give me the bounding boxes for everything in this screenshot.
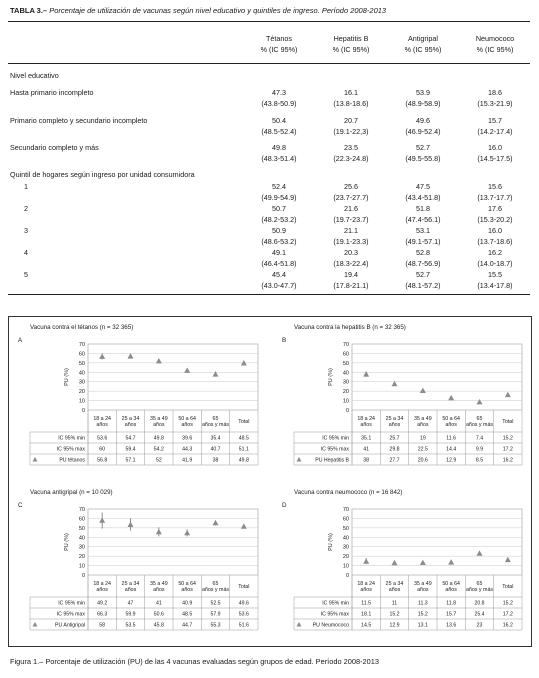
table-cell-ci: (49.5-55.8) xyxy=(405,154,441,163)
y-tick-label: 0 xyxy=(345,408,349,414)
row-label: PU tétanos xyxy=(59,457,85,464)
table-cell-ci: (43.0-47.7) xyxy=(261,281,297,290)
row-label: IC 95% max xyxy=(56,611,85,618)
table-value: 11.8 xyxy=(446,600,457,607)
table-value: 35.1 xyxy=(361,435,372,442)
legend-marker xyxy=(33,457,38,462)
row-label: 4 xyxy=(24,248,28,257)
table-value: 19 xyxy=(419,435,426,442)
table-value: 51.1 xyxy=(238,446,249,453)
table-value: 44.3 xyxy=(182,446,193,453)
table-value: 58 xyxy=(99,622,106,629)
chart-letter: C xyxy=(18,502,23,509)
y-tick-label: 30 xyxy=(78,379,85,386)
table-cell-value: 16.2 xyxy=(488,248,502,257)
table-cell-ci: (13.7-18.6) xyxy=(477,237,513,246)
table-value: 40.9 xyxy=(182,600,193,607)
table-value: 52.5 xyxy=(210,600,221,607)
y-tick-label: 50 xyxy=(78,360,85,367)
table-caption xyxy=(10,6,386,15)
table-cell-ci: (14.5-17.5) xyxy=(477,154,513,163)
table-cell-value: 52.7 xyxy=(416,270,430,279)
table-cell-value: 15.5 xyxy=(488,270,502,279)
y-tick-label: 40 xyxy=(342,370,349,377)
chart-panel-b xyxy=(280,322,530,482)
row-label: PU Antigripal xyxy=(55,622,85,629)
table-value: 49.8 xyxy=(153,435,164,442)
table-value: 20.8 xyxy=(474,600,485,607)
chart-panel-a xyxy=(16,322,266,482)
chart-letter: D xyxy=(282,502,287,509)
table-value: 50.6 xyxy=(153,611,164,618)
table-cell-value: 50.9 xyxy=(272,226,286,235)
table-value: 9.9 xyxy=(475,446,484,453)
y-tick-label: 0 xyxy=(81,408,85,414)
y-tick-label: 60 xyxy=(78,516,85,523)
table-value: 8.5 xyxy=(475,457,484,464)
y-tick-label: 70 xyxy=(342,507,349,513)
row-label: Primario completo y secundario incompleto xyxy=(10,116,148,125)
table-value: 18.1 xyxy=(361,611,372,618)
y-tick-label: 0 xyxy=(81,573,85,579)
table-value: 23 xyxy=(476,622,483,629)
column-header: Hepatitis B xyxy=(333,34,369,43)
y-tick-label: 10 xyxy=(78,398,85,405)
table-rule-top xyxy=(8,21,530,22)
table-value: 15.2 xyxy=(417,611,428,618)
column-subheader: % (IC 95%) xyxy=(332,45,370,54)
plot-area xyxy=(352,509,522,575)
table-cell-ci: (13.4-17.8) xyxy=(477,281,513,290)
x-tick-label: Total xyxy=(502,584,514,590)
y-tick-label: 60 xyxy=(342,351,349,358)
table-value: 14.4 xyxy=(446,446,457,453)
table-value: 49.2 xyxy=(97,600,108,607)
table-value: 49.6 xyxy=(238,600,249,607)
y-axis-label: PU (%) xyxy=(328,533,334,551)
table-value: 25.4 xyxy=(474,611,485,618)
table-cell-value: 20.3 xyxy=(344,248,358,257)
table-cell-ci: (48.3-51.4) xyxy=(261,154,297,163)
table-value: 51.6 xyxy=(238,622,249,629)
table-value: 59.4 xyxy=(125,446,136,453)
table-cell-value: 16.1 xyxy=(344,88,358,97)
y-tick-label: 30 xyxy=(342,379,349,386)
legend-marker xyxy=(297,622,302,627)
table-cell-ci: (13.7-17.7) xyxy=(477,193,513,202)
table-cell-ci: (48.9-58.9) xyxy=(405,99,441,108)
y-tick-label: 70 xyxy=(78,507,85,513)
y-tick-label: 30 xyxy=(342,544,349,551)
y-tick-label: 20 xyxy=(342,389,349,396)
table-value: 41 xyxy=(155,600,162,607)
table-cell-ci: (46.9-52.4) xyxy=(405,127,441,136)
row-label: IC 95% min xyxy=(58,600,85,607)
y-tick-label: 60 xyxy=(78,351,85,358)
table-value: 14.5 xyxy=(361,622,372,629)
y-tick-label: 50 xyxy=(78,525,85,532)
chart-title: Vacuna contra neumococo (n = 16 842) xyxy=(294,489,403,496)
column-header: Tétanos xyxy=(266,34,292,43)
table-cell-value: 16.0 xyxy=(488,226,502,235)
table-value: 59.9 xyxy=(125,611,136,618)
table-value: 53.6 xyxy=(238,611,249,618)
y-tick-label: 10 xyxy=(78,563,85,570)
row-label: IC 95% max xyxy=(320,611,349,618)
table-cell-ci: (19.1-23.3) xyxy=(333,237,369,246)
x-tick-label: 50 a 64 años xyxy=(178,415,197,429)
table-value: 15.7 xyxy=(446,611,457,618)
table-cell-value: 45.4 xyxy=(272,270,286,279)
plot-area xyxy=(88,344,258,410)
table-value: 27.7 xyxy=(389,457,400,464)
table-value: 44.7 xyxy=(182,622,193,629)
section-quintil: Quintil de hogares según ingreso por unidad consumidora xyxy=(10,170,195,179)
table-cell-ci: (18.3-22.4) xyxy=(333,259,369,268)
table-cell-value: 52.4 xyxy=(272,182,286,191)
table-value: 53.5 xyxy=(125,622,136,629)
legend-marker xyxy=(297,457,302,462)
table-value: 13.6 xyxy=(446,622,457,629)
x-tick-label: 25 a 34 años xyxy=(121,580,140,594)
x-tick-label: 18 a 24 años xyxy=(93,580,112,594)
table-cell-ci: (49.1-57.1) xyxy=(405,237,441,246)
column-header: Antigripal xyxy=(408,34,438,43)
chart-svg xyxy=(16,334,266,484)
chart-title: Vacuna contra el tétanos (n = 32 365) xyxy=(30,324,134,331)
table-value: 12.9 xyxy=(389,622,400,629)
row-label: PU Neumococo xyxy=(312,622,349,629)
table-value: 45.8 xyxy=(153,622,164,629)
plot-area xyxy=(88,509,258,575)
x-tick-label: 65 años y más xyxy=(465,580,494,594)
table-value: 22.5 xyxy=(417,446,428,453)
table-value: 47 xyxy=(127,600,134,607)
y-tick-label: 50 xyxy=(342,360,349,367)
table-cell-ci: (13.8-18.6) xyxy=(333,99,369,108)
y-axis-label: PU (%) xyxy=(64,533,70,551)
table-value: 11.3 xyxy=(417,600,428,607)
table-cell-ci: (17.8-21.1) xyxy=(333,281,369,290)
y-tick-label: 60 xyxy=(342,516,349,523)
table-value: 49.8 xyxy=(238,457,249,464)
table-cell-value: 49.6 xyxy=(416,116,430,125)
table-cell-ci: (19.7-23.7) xyxy=(333,215,369,224)
x-tick-label: 25 a 34 años xyxy=(385,580,404,594)
legend-marker xyxy=(33,622,38,627)
row-label: 5 xyxy=(24,270,28,279)
table-rule-header xyxy=(8,63,530,64)
table-value: 7.4 xyxy=(475,435,484,442)
table-cell-ci: (48.7-56.9) xyxy=(405,259,441,268)
table-value: 57.1 xyxy=(125,457,136,464)
table-value: 48.5 xyxy=(182,611,193,618)
plot-area xyxy=(352,344,522,410)
table-value: 38 xyxy=(212,457,219,464)
y-tick-label: 40 xyxy=(342,535,349,542)
table-value: 39.6 xyxy=(182,435,193,442)
table-value: 25.7 xyxy=(389,435,400,442)
column-header: Neumococo xyxy=(475,34,515,43)
chart-letter: A xyxy=(18,337,23,344)
table-cell-value: 52.7 xyxy=(416,143,430,152)
table-cell-value: 15.6 xyxy=(488,182,502,191)
table-cell-value: 52.8 xyxy=(416,248,430,257)
table-cell-ci: (43.8-50.9) xyxy=(261,99,297,108)
table-cell-ci: (48.1-57.2) xyxy=(405,281,441,290)
table-cell-value: 50.7 xyxy=(272,204,286,213)
table-value: 15.2 xyxy=(389,611,400,618)
y-tick-label: 10 xyxy=(342,398,349,405)
row-label: Hasta primario incompleto xyxy=(10,88,94,97)
table-value: 66.3 xyxy=(97,611,108,618)
table-cell-ci: (14.2-17.4) xyxy=(477,127,513,136)
x-tick-label: 18 a 24 años xyxy=(357,580,376,594)
table-value: 13.1 xyxy=(417,622,428,629)
x-tick-label: 50 a 64 años xyxy=(178,580,197,594)
table-value: 17.2 xyxy=(502,611,513,618)
table-value: 15.2 xyxy=(502,600,513,607)
table-value: 60 xyxy=(99,446,106,453)
table-cell-value: 49.1 xyxy=(272,248,286,257)
x-tick-label: 25 a 34 años xyxy=(385,415,404,429)
table-cell-ci: (14.0-18.7) xyxy=(477,259,513,268)
x-tick-label: 25 a 34 años xyxy=(121,415,140,429)
table-cell-ci: (49.9-54.9) xyxy=(261,193,297,202)
table-cell-value: 49.8 xyxy=(272,143,286,152)
table-value: 16.2 xyxy=(502,622,513,629)
table-cell-value: 21.6 xyxy=(344,204,358,213)
table-cell-value: 23.5 xyxy=(344,143,358,152)
table-cell-ci: (15.3-20.2) xyxy=(477,215,513,224)
chart-panel-c xyxy=(16,487,266,647)
table-value: 57.9 xyxy=(210,611,221,618)
table-cell-ci: (47.4-56.1) xyxy=(405,215,441,224)
table-cell-value: 20.7 xyxy=(344,116,358,125)
chart-title: Vacuna contra la hepatitis B (n = 32 365) xyxy=(294,324,406,331)
table-cell-value: 47.3 xyxy=(272,88,286,97)
x-tick-label: 18 a 24 años xyxy=(93,415,112,429)
chart-panel-d xyxy=(280,487,530,647)
table-value: 52 xyxy=(155,457,162,464)
table-cell-ci: (23.7-27.7) xyxy=(333,193,369,202)
table-value: 11.5 xyxy=(361,600,372,607)
table-rule-bottom xyxy=(8,294,530,295)
table-cell-value: 53.1 xyxy=(416,226,430,235)
table-cell-ci: (48.2-53.2) xyxy=(261,215,297,224)
table-cell-ci: (19.1-22,3) xyxy=(333,127,369,136)
x-tick-label: 65 años y más xyxy=(201,580,230,594)
x-tick-label: 65 años y más xyxy=(465,415,494,429)
table-cell-ci: (46.4-51.8) xyxy=(261,259,297,268)
table-value: 11 xyxy=(391,600,398,607)
table-value: 41.9 xyxy=(182,457,193,464)
column-subheader: % (IC 95%) xyxy=(404,45,442,54)
y-tick-label: 20 xyxy=(342,554,349,561)
table-value: 29.8 xyxy=(389,446,400,453)
y-tick-label: 70 xyxy=(342,342,349,348)
section-nivel-educativo: Nivel educativo xyxy=(10,71,59,80)
table-cell-value: 18.6 xyxy=(488,88,502,97)
y-tick-label: 70 xyxy=(78,342,85,348)
table-value: 48.5 xyxy=(238,435,249,442)
row-label: IC 95% min xyxy=(322,600,349,607)
row-label: PU Hepatitis B xyxy=(315,457,349,464)
table-cell-value: 15.7 xyxy=(488,116,502,125)
table-value: 16.2 xyxy=(502,457,513,464)
y-axis-label: PU (%) xyxy=(328,368,334,386)
y-axis-label: PU (%) xyxy=(64,368,70,386)
chart-svg xyxy=(16,499,266,649)
table-value: 15.2 xyxy=(502,435,513,442)
x-tick-label: Total xyxy=(238,419,250,425)
table-cell-ci: (43.4-51.8) xyxy=(405,193,441,202)
table-value: 11.6 xyxy=(446,435,457,442)
table-value: 38 xyxy=(363,457,370,464)
column-subheader: % (IC 95%) xyxy=(260,45,298,54)
table-value: 12.9 xyxy=(446,457,457,464)
figure-caption: Figura 1.– Porcentaje de utilización (PU) de las 4 vacunas evaluadas según grupos de edad. Período 2008-2013 xyxy=(10,657,379,666)
table-cell-ci: (22.3-24.8) xyxy=(333,154,369,163)
x-tick-label: 35 a 49 años xyxy=(413,580,432,594)
table-cell-ci: (48.5-52.4) xyxy=(261,127,297,136)
row-label: IC 95% max xyxy=(56,446,85,453)
x-tick-label: Total xyxy=(502,419,514,425)
table-cell-ci: (48.6-53.2) xyxy=(261,237,297,246)
table-value: 54.7 xyxy=(125,435,136,442)
y-tick-label: 50 xyxy=(342,525,349,532)
table-value: 20.6 xyxy=(417,457,428,464)
x-tick-label: 35 a 49 años xyxy=(413,415,432,429)
table-cell-value: 19.4 xyxy=(344,270,358,279)
x-tick-label: 50 a 64 años xyxy=(442,580,461,594)
table-cell-value: 51.8 xyxy=(416,204,430,213)
table-cell-value: 50.4 xyxy=(272,116,286,125)
x-tick-label: 35 a 49 años xyxy=(149,580,168,594)
x-tick-label: 65 años y más xyxy=(201,415,230,429)
chart-letter: B xyxy=(282,337,287,344)
y-tick-label: 30 xyxy=(78,544,85,551)
table-value: 17.2 xyxy=(502,446,513,453)
column-subheader: % (IC 95%) xyxy=(476,45,514,54)
x-tick-label: 50 a 64 años xyxy=(442,415,461,429)
chart-title: Vacuna antigripal (n = 10 029) xyxy=(30,489,113,496)
row-label: IC 95% min xyxy=(322,435,349,442)
y-tick-label: 10 xyxy=(342,563,349,570)
x-tick-label: Total xyxy=(238,584,250,590)
table-cell-value: 16.0 xyxy=(488,143,502,152)
x-tick-label: 18 a 24 años xyxy=(357,415,376,429)
table-value: 41 xyxy=(363,446,370,453)
row-label: 2 xyxy=(24,204,28,213)
table-value: 56.8 xyxy=(97,457,108,464)
row-label: IC 95% max xyxy=(320,446,349,453)
chart-svg xyxy=(280,499,530,649)
table-cell-value: 17.6 xyxy=(488,204,502,213)
row-label: IC 95% min xyxy=(58,435,85,442)
table-cell-value: 21.1 xyxy=(344,226,358,235)
table-cell-value: 25.6 xyxy=(344,182,358,191)
table-cell-value: 53.9 xyxy=(416,88,430,97)
y-tick-label: 20 xyxy=(78,554,85,561)
row-label: 1 xyxy=(24,182,28,191)
y-tick-label: 40 xyxy=(78,535,85,542)
table-cell-ci: (15.3-21.9) xyxy=(477,99,513,108)
table-value: 53.6 xyxy=(97,435,108,442)
table-caption-text: Porcentaje de utilización de vacunas según nivel educativo y quintiles de ingreso. Período 2008-2013 xyxy=(49,6,387,15)
y-tick-label: 0 xyxy=(345,573,349,579)
y-tick-label: 40 xyxy=(78,370,85,377)
x-tick-label: 35 a 49 años xyxy=(149,415,168,429)
table-cell-value: 47.5 xyxy=(416,182,430,191)
table-value: 54.2 xyxy=(153,446,164,453)
row-label: Secundario completo y más xyxy=(10,143,99,152)
table-value: 55.3 xyxy=(210,622,221,629)
row-label: 3 xyxy=(24,226,28,235)
table-value: 35.4 xyxy=(210,435,221,442)
chart-svg xyxy=(280,334,530,484)
table-value: 40.7 xyxy=(210,446,221,453)
table-caption-label: TABLA 3.– xyxy=(10,6,48,15)
y-tick-label: 20 xyxy=(78,389,85,396)
